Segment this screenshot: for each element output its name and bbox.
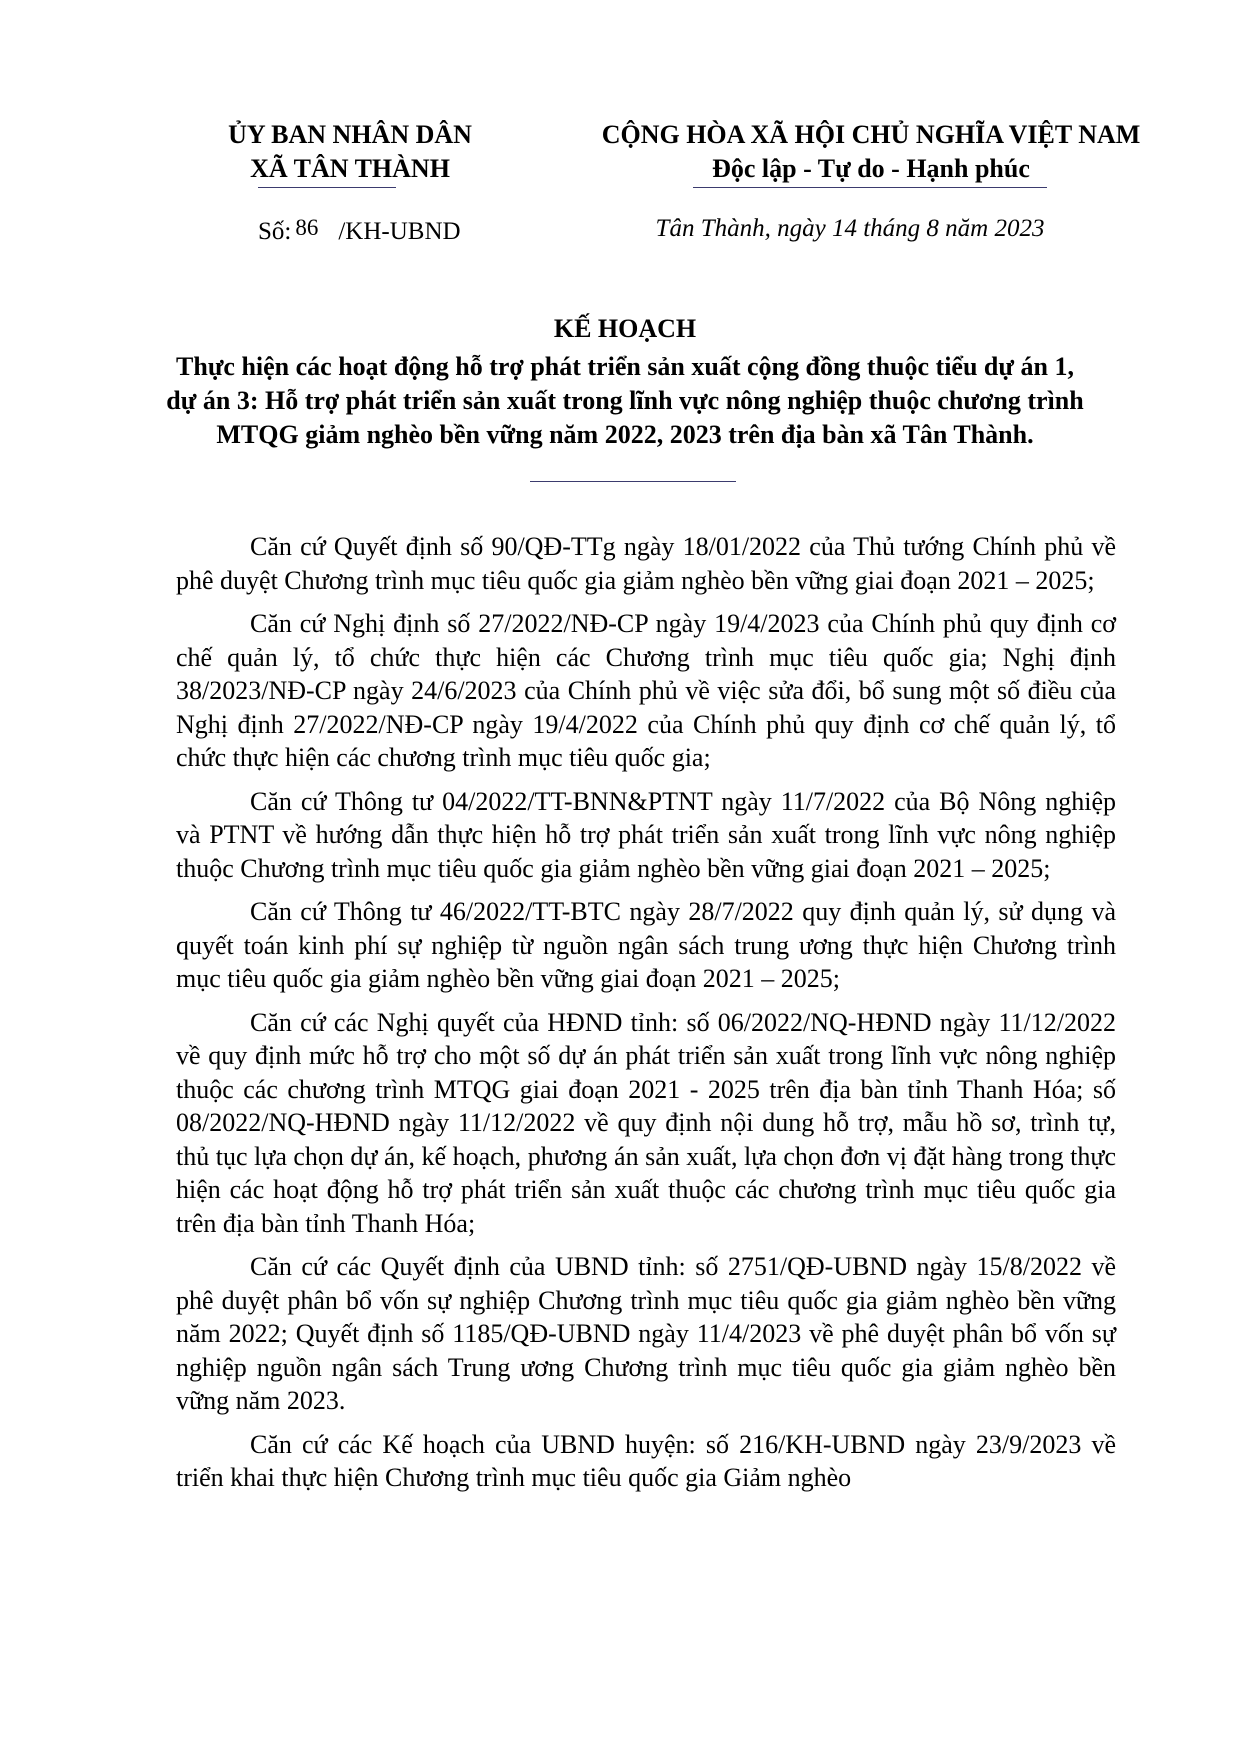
paragraph: Căn cứ Quyết định số 90/QĐ-TTg ngày 18/01/2022 của Thủ tướng Chính phủ về phê duyệt Chương trình mục tiêu quốc gia giảm nghèo bền vững giai đoạn 2021 – 2025; bbox=[176, 532, 1116, 595]
paragraph: Căn cứ Nghị định số 27/2022/NĐ-CP ngày 19/4/2023 của Chính phủ quy định cơ chế quản lý, tổ chức thực hiện các Chương trình mục tiêu quốc gia; Nghị định 38/2023/NĐ-CP ngày 24/6/2023 của Chính phủ về việc sửa đổi, bổ sung một số điều của Nghị định 27/2022/NĐ-CP ngày 19/4/2022 của Chính phủ quy định cơ chế quản lý, tổ chức thực hiện các chương trình mục tiêu quốc gia; bbox=[176, 609, 1116, 772]
motto-underline bbox=[693, 187, 1047, 188]
paragraph: Căn cứ Thông tư 46/2022/TT-BTC ngày 28/7/2022 quy định quản lý, sử dụng và quyết toán kinh phí sự nghiệp từ nguồn ngân sách trung ương thực hiện Chương trình mục tiêu quốc gia giảm nghèo bền vững giai đoạn 2021 – 2025; bbox=[176, 897, 1116, 993]
document-subtitle: Thực hiện các hoạt động hỗ trợ phát triển sản xuất cộng đồng thuộc tiểu dự án 1, dự án 3: Hỗ trợ phát triển sản xuất trong lĩnh vực nông nghiệp thuộc chương trình MTQG giảm nghèo bền vững năm 2022, 2023 trên địa bàn xã Tân Thành. bbox=[166, 352, 1084, 449]
authority-line-2: XÃ TÂN THÀNH bbox=[250, 154, 450, 183]
subtitle-underline bbox=[530, 481, 736, 482]
paragraph: Căn cứ các Quyết định của UBND tỉnh: số 2751/QĐ-UBND ngày 15/8/2022 về phê duyệt phân bổ vốn sự nghiệp Chương trình mục tiêu quốc gia giảm nghèo bền vững năm 2022; Quyết định số 1185/QĐ-UBND ngày 11/4/2023 về phê duyệt phân bổ vốn sự nghiệp nguồn ngân sách Trung ương Chương trình mục tiêu quốc gia giảm nghèo bền vững năm 2023. bbox=[176, 1252, 1116, 1415]
place-and-date: Tân Thành, ngày 14 tháng 8 năm 2023 bbox=[655, 215, 1045, 242]
authority-line-1: ỦY BAN NHÂN DÂN bbox=[228, 120, 472, 149]
number-suffix: /KH-UBND bbox=[338, 218, 461, 245]
national-name: CỘNG HÒA XÃ HỘI CHỦ NGHĨA VIỆT NAM bbox=[601, 120, 1141, 149]
issuing-authority bbox=[200, 118, 500, 186]
paragraph: Căn cứ các Nghị quyết của HĐND tỉnh: số 06/2022/NQ-HĐND ngày 11/12/2022 về quy định mức hỗ trợ cho một số dự án phát triển sản xuất trong lĩnh vực nông nghiệp thuộc các chương trình MTQG giai đoạn 2021 - 2025 trên địa bàn tỉnh Thanh Hóa; số 08/2022/NQ-HĐND ngày 11/12/2022 về quy định nội dung hỗ trợ, mẫu hồ sơ, trình tự, thủ tục lựa chọn dự án, kế hoạch, phương án sản xuất, lựa chọn đơn vị đặt hàng trong thực hiện các hoạt động hỗ trợ phát triển sản xuất thuộc các chương trình mục tiêu quốc gia trên địa bàn tỉnh Thanh Hóa; bbox=[176, 1007, 1116, 1238]
document-number bbox=[258, 217, 461, 247]
authority-underline bbox=[258, 187, 396, 188]
document-body bbox=[176, 530, 1116, 1505]
national-motto: Độc lập - Tự do - Hạnh phúc bbox=[712, 154, 1030, 183]
number-prefix: Số: bbox=[258, 218, 292, 245]
number-value: 86 bbox=[295, 215, 319, 240]
document-title: KẾ HOẠCH bbox=[553, 314, 697, 343]
paragraph: Căn cứ Thông tư 04/2022/TT-BNN&PTNT ngày 11/7/2022 của Bộ Nông nghiệp và PTNT về hướng dẫn thực hiện hỗ trợ phát triển sản xuất trong lĩnh vực nông nghiệp thuộc Chương trình mục tiêu quốc gia giảm nghèo bền vững giai đoạn 2021 – 2025; bbox=[176, 786, 1116, 883]
paragraph: Căn cứ các Kế hoạch của UBND huyện: số 216/KH-UBND ngày 23/9/2023 về triển khai thực hiện Chương trình mục tiêu quốc gia Giảm nghèo bbox=[176, 1429, 1116, 1492]
national-title bbox=[565, 118, 1177, 186]
